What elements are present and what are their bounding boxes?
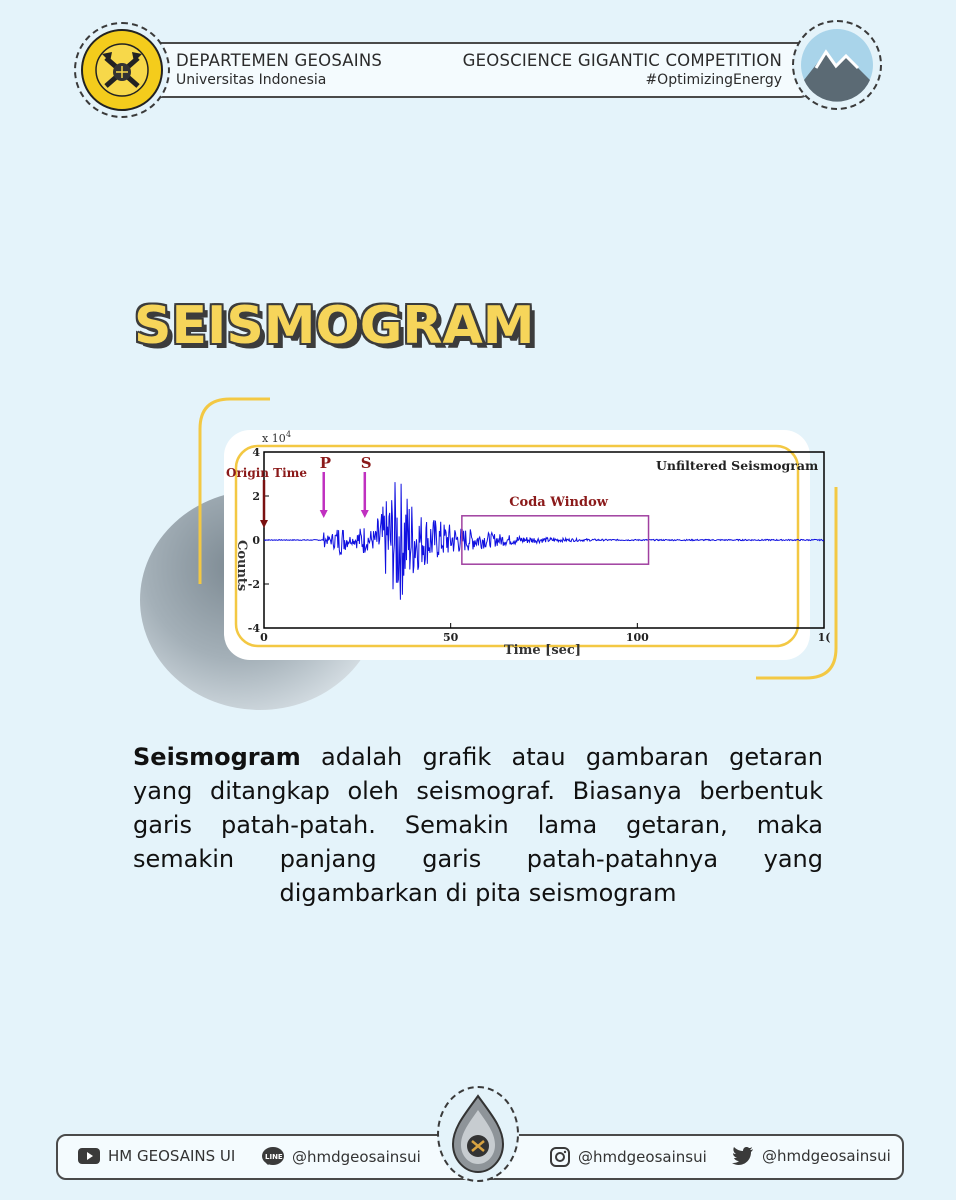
seismogram-figure	[224, 430, 831, 660]
competition-name: GEOSCIENCE GIGANTIC COMPETITION	[462, 51, 782, 70]
description-lead: Seismogram	[133, 743, 301, 771]
instagram-icon	[550, 1147, 570, 1167]
youtube-icon	[78, 1148, 100, 1164]
y-scale-exponent: 4	[286, 430, 292, 439]
annotation-label: P	[319, 454, 332, 472]
annotation-label: Origin Time	[226, 466, 308, 480]
annotation-arrow-head	[260, 520, 268, 528]
y-axis-label: Counts	[234, 540, 249, 592]
y-tick-label: -4	[247, 622, 260, 635]
chart-title: Unfiltered Seismogram	[656, 458, 819, 473]
department-block	[176, 51, 382, 89]
annotation-label: S	[360, 454, 372, 472]
x-tick-label: 100	[625, 631, 649, 644]
geosains-emblem	[437, 1086, 519, 1182]
page-title: SEISMOGRAM	[134, 296, 535, 356]
line-handle: @hmdgeosainsui	[292, 1148, 421, 1166]
university-name: Universitas Indonesia	[176, 72, 327, 88]
competition-hashtag: #OptimizingEnergy	[645, 72, 782, 88]
x-tick-label: 50	[443, 631, 459, 644]
instagram-handle: @hmdgeosainsui	[578, 1148, 707, 1166]
annotation-arrow-head	[361, 510, 369, 518]
twitter-handle: @hmdgeosainsui	[762, 1147, 891, 1165]
line-icon	[262, 1147, 284, 1167]
department-name: DEPARTEMEN GEOSAINS	[176, 51, 383, 70]
twitter-link[interactable]	[732, 1147, 891, 1165]
youtube-handle: HM GEOSAINS UI	[108, 1147, 236, 1165]
instagram-link[interactable]	[550, 1147, 707, 1167]
annotation-arrow-head	[320, 510, 328, 518]
x-axis-label: Time [sec]	[504, 643, 581, 658]
competition-block	[463, 51, 782, 89]
description-paragraph	[133, 740, 823, 910]
himpunan-logo	[74, 22, 170, 118]
y-tick-label: 2	[252, 490, 260, 503]
y-scale-label: x 10	[262, 432, 286, 445]
twitter-icon	[732, 1147, 754, 1165]
x-tick-label: 0	[260, 631, 268, 644]
seismogram-chart	[224, 430, 831, 660]
youtube-link[interactable]	[78, 1147, 235, 1165]
coda-window-label: Coda Window	[509, 494, 608, 510]
header-bar	[104, 42, 810, 98]
y-tick-label: -2	[247, 578, 260, 591]
x-tick-label: 1(	[817, 631, 831, 644]
y-tick-label: 0	[252, 534, 260, 547]
inner-yellow-frame	[236, 446, 798, 646]
mountain-logo	[792, 20, 882, 110]
y-tick-label: 4	[252, 446, 260, 459]
line-link[interactable]	[262, 1147, 421, 1167]
svg-text:LINE: LINE	[265, 1153, 283, 1161]
description-text: adalah grafik atau gambaran getaran yang ditangkap oleh seismograf. Biasanya berbentuk garis patah-patah. Semakin lama getaran, maka semakin panjang garis patah-patahnya yang digambarkan di pita seismogram	[133, 743, 823, 907]
